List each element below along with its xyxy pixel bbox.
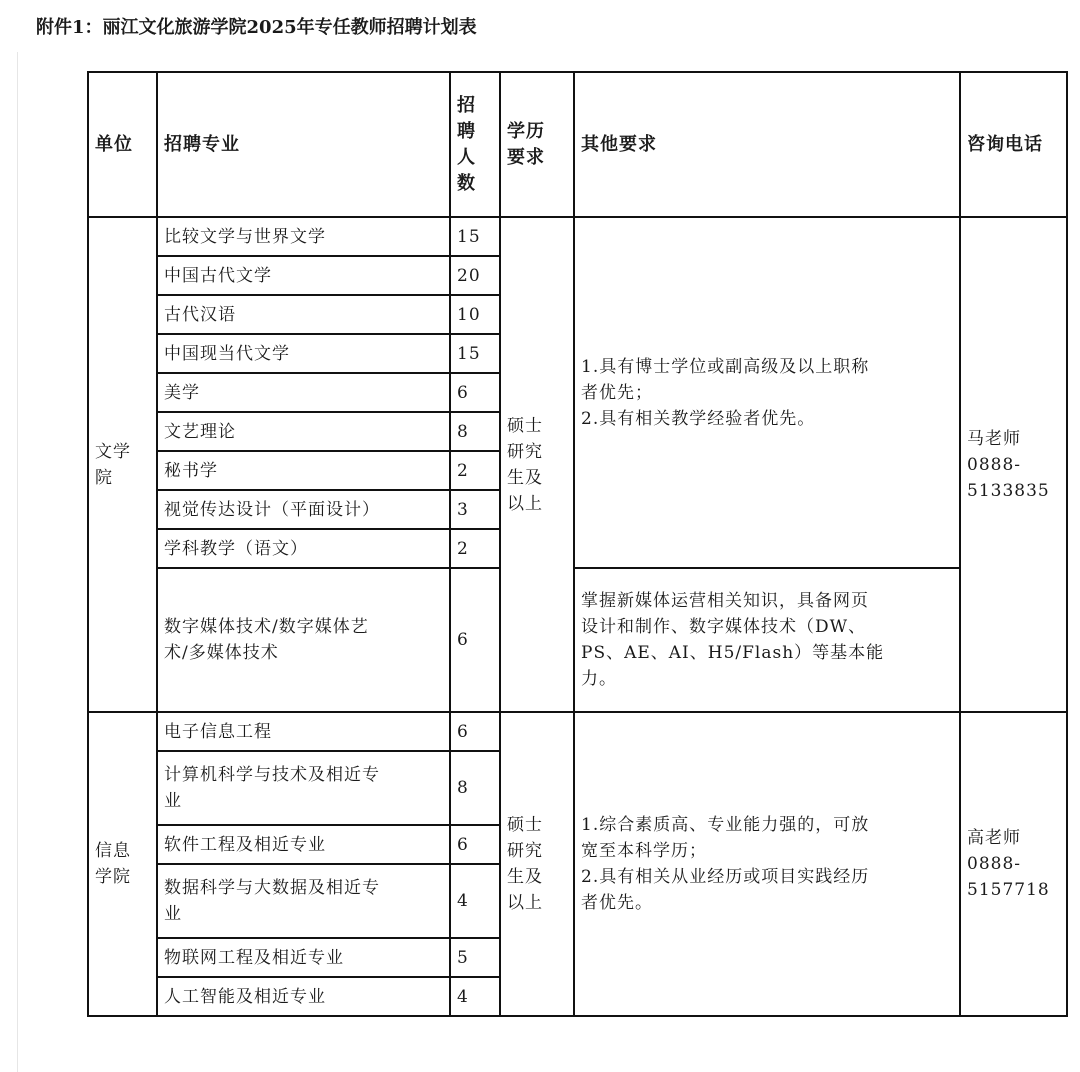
phone-cell-literature: 马老师 0888- 5133835 (960, 217, 1067, 712)
requirements-cell-literature: 1.具有博士学位或副高级及以上职称 者优先； 2.具有相关教学经验者优先。 (574, 217, 960, 568)
count-cell: 4 (450, 864, 500, 938)
major-cell: 中国古代文学 (157, 256, 450, 295)
count-cell: 2 (450, 529, 500, 568)
count-cell: 5 (450, 938, 500, 977)
major-cell: 比较文学与世界文学 (157, 217, 450, 256)
header-unit: 单位 (88, 72, 157, 217)
major-cell: 学科教学（语文） (157, 529, 450, 568)
header-count: 招 聘 人 数 (450, 72, 500, 217)
count-cell: 8 (450, 751, 500, 825)
count-cell: 6 (450, 712, 500, 751)
major-cell: 秘书学 (157, 451, 450, 490)
count-cell: 3 (450, 490, 500, 529)
count-cell: 6 (450, 373, 500, 412)
major-cell: 数据科学与大数据及相近专 业 (157, 864, 450, 938)
count-cell: 10 (450, 295, 500, 334)
major-cell: 电子信息工程 (157, 712, 450, 751)
major-cell: 数字媒体技术/数字媒体艺 术/多媒体技术 (157, 568, 450, 712)
count-cell: 6 (450, 825, 500, 864)
major-cell: 美学 (157, 373, 450, 412)
phone-cell-information: 高老师 0888- 5157718 (960, 712, 1067, 1016)
major-cell: 计算机科学与技术及相近专 业 (157, 751, 450, 825)
requirements-cell-information: 1.综合素质高、专业能力强的，可放 宽至本科学历； 2.具有相关从业经历或项目实践经历 者优先。 (574, 712, 960, 1016)
left-divider (17, 52, 18, 1072)
header-education: 学历 要求 (500, 72, 574, 217)
table-row (88, 568, 1067, 712)
page-title: 附件1：丽江文化旅游学院2025年专任教师招聘计划表 (36, 17, 477, 38)
major-cell: 视觉传达设计（平面设计） (157, 490, 450, 529)
unit-cell-literature: 文学 院 (88, 217, 157, 712)
education-cell-literature: 硕士 研究 生及 以上 (500, 217, 574, 712)
count-cell: 15 (450, 334, 500, 373)
header-phone: 咨询电话 (960, 72, 1067, 217)
count-cell: 6 (450, 568, 500, 712)
major-cell: 人工智能及相近专业 (157, 977, 450, 1016)
count-cell: 2 (450, 451, 500, 490)
education-cell-information: 硕士 研究 生及 以上 (500, 712, 574, 1016)
requirements-cell-digital-media: 掌握新媒体运营相关知识，具备网页 设计和制作、数字媒体技术（DW、 PS、AE、AI、H5/Flash）等基本能 力。 (574, 568, 960, 712)
unit-cell-information: 信息 学院 (88, 712, 157, 1016)
major-cell: 古代汉语 (157, 295, 450, 334)
count-cell: 15 (450, 217, 500, 256)
major-cell: 中国现当代文学 (157, 334, 450, 373)
major-cell: 软件工程及相近专业 (157, 825, 450, 864)
header-other-requirements: 其他要求 (574, 72, 960, 217)
count-cell: 4 (450, 977, 500, 1016)
header-major: 招聘专业 (157, 72, 450, 217)
major-cell: 物联网工程及相近专业 (157, 938, 450, 977)
count-cell: 20 (450, 256, 500, 295)
count-cell: 8 (450, 412, 500, 451)
table-row (88, 712, 1067, 751)
header-row (88, 72, 1067, 217)
recruitment-table (87, 71, 1068, 1017)
table-row (88, 217, 1067, 256)
major-cell: 文艺理论 (157, 412, 450, 451)
